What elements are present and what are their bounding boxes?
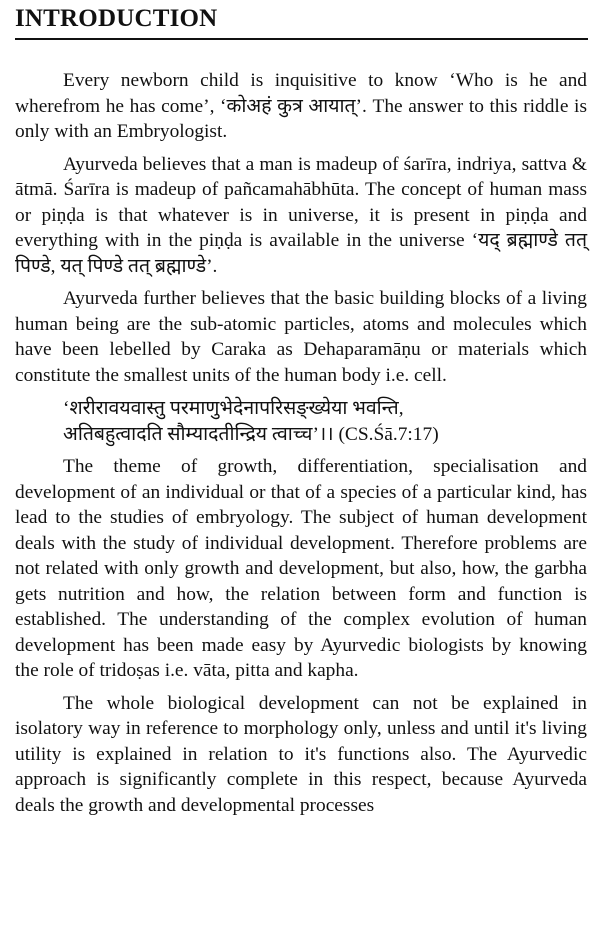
title-underline xyxy=(15,38,588,40)
paragraph-4: The theme of growth, differentiation, specialisation and development of an individual or that of a species of a particular kind, has lead to the studies of embryology. The subject of human development deals with the study of individual development. Therefore problems are not related with only growth and development, but also, how, the garbha gets nutrition and how, the relation between form and function is established. The understanding of the complex evolution of human development has been made easy by Ayurvedic biologists by knowing the role of tridoṣas i.e. vāta, pitta and kapha. xyxy=(15,456,587,681)
body-text xyxy=(15,68,587,825)
page-title: INTRODUCTION xyxy=(15,5,218,32)
sanskrit-verse-line-2: अतिबहुत्वादति सौम्यादतीन्द्रिय त्वाच्च’।। (CS.Śā.7:17) xyxy=(63,423,439,445)
paragraph-2: Ayurveda believes that a man is madeup of śarīra, indriya, sattva & ātmā. Śarīra is madeup of pañcamahābhūta. The concept of human mass or piṇḍa is that whatever is in universe, it is present in piṇḍa and everything with in the piṇḍa is available in the universe ‘यद् ब्रह्माण्डे तत् पिण्डे, यत् पिण्डे तत् ब्रह्माण्डे’. xyxy=(15,153,587,277)
sanskrit-verse-line-1: ‘शरीरावयवास्तु परमाणुभेदेनापरिसङ्ख्येया भवन्ति, xyxy=(63,398,404,419)
paragraph-3: Ayurveda further believes that the basic building blocks of a living human being are the sub-atomic particles, atoms and molecules which have been lebelled by Caraka as Dehaparamāṇu or materials which constitute the smallest units of the human body i.e. cell. xyxy=(15,288,587,386)
paragraph-5: The whole biological development can not be explained in isolatory way in reference to morphology only, unless and until it's living utility is explained in relation to it's functions also. The Ayurvedic approach is significantly complete in this respect, because Ayurveda deals the growth and developmental processes xyxy=(15,692,587,816)
paragraph-1: Every newborn child is inquisitive to know ‘Who is he and wherefrom he has come’, ‘कोअहं कुत्र आयात्’. The answer to this riddle is only with an Embryologist. xyxy=(15,70,587,142)
